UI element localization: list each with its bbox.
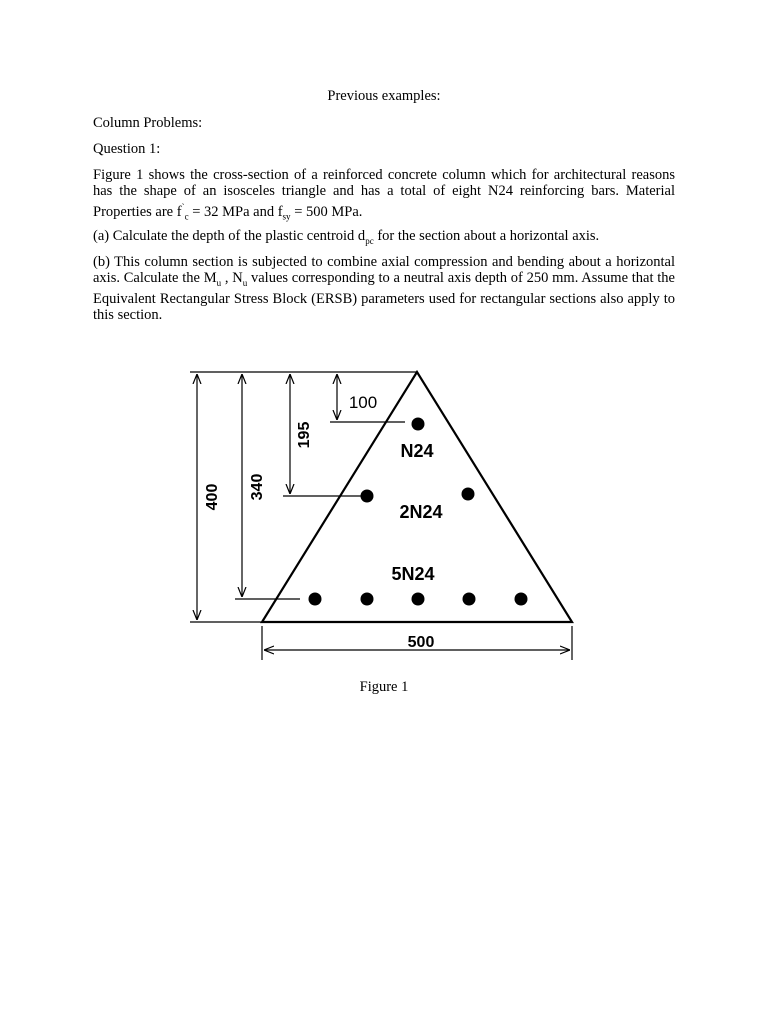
rebar-top [412,418,425,431]
question-title: Question 1: [93,141,161,157]
page-heading: Previous examples: [327,88,441,104]
rebar-bottom-2 [361,593,374,606]
section-title: Column Problems: [93,115,203,131]
dimension-label-100: 100 [348,393,378,412]
dimension-label-195: 195 [296,421,313,449]
rebar-bottom-5 [515,593,528,606]
triangle-section-outline [262,372,572,622]
rebar-middle-right [462,488,475,501]
question-paragraph-1: Figure 1 shows the cross-section of a reinforced concrete column which for architectural reasons has the shape of an isosceles triangle and has a total of eight N24 reinforcing bars. Material Properties are $f^`_c = 32$ MPa and $f_{sy} = 500$ MPa. [93,167,675,222]
rebar-label-bottom: 5N24 [391,564,435,584]
question-part-b: (b) This column section is subjected to combine axial compression and bending about a horizontal axis. Calculate the $M_u$ , $N_u$ values corresponding to a neutral axis depth of 250 mm. Assume that the Equivalent Rectangular Stress Block (ERSB) parameters used for rectangular sections also apply to this section. [93,254,675,323]
rebar-middle-left [361,490,374,503]
figure-caption: Figure 1 [359,679,409,695]
rebar-bottom-4 [463,593,476,606]
extension-lines [190,372,572,660]
rebar-bottom-1 [309,593,322,606]
question-part-a: (a) Calculate the depth of the plastic centroid $d_{pc}$ for the section about a horizontal axis. [93,228,600,246]
rebar-label-top: N24 [400,441,434,461]
rebar-label-middle: 2N24 [399,502,443,522]
dimension-label-340: 340 [249,473,266,501]
rebar-bottom-3 [412,593,425,606]
dimension-label-500: 500 [407,634,435,651]
dimension-label-400: 400 [204,483,221,511]
